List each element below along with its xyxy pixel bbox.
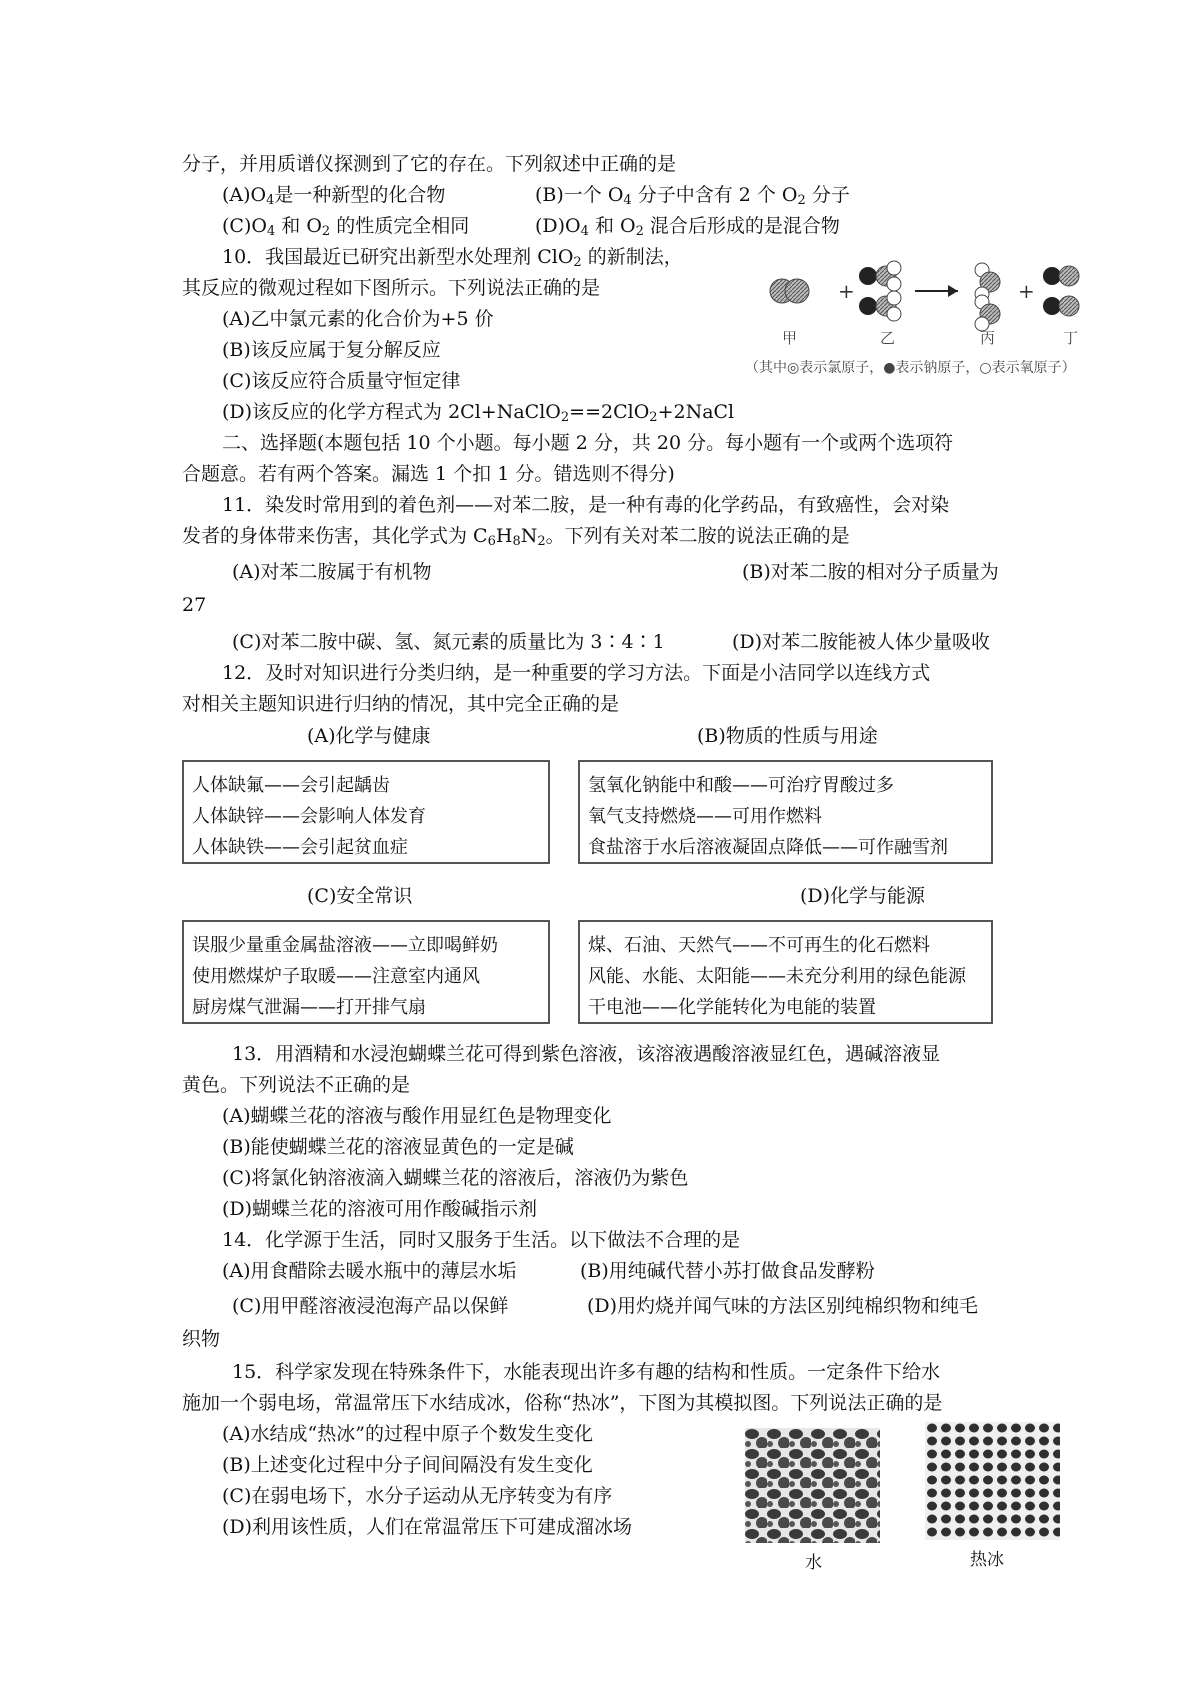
box-a-row: 人体缺铁——会引起贫血症 bbox=[192, 837, 408, 858]
q12-box-d-title: (D)化学与能源 bbox=[800, 885, 926, 907]
molecule-jia bbox=[770, 279, 809, 303]
box-c-row: 厨房煤气泄漏——打开排气扇 bbox=[192, 997, 426, 1018]
box-b-row: 氢氧化钠能中和酸——可治疗胃酸过多 bbox=[588, 775, 894, 796]
q12-box-c bbox=[182, 920, 550, 1024]
box-d-row: 干电池——化学能转化为电能的装置 bbox=[588, 997, 876, 1018]
box-a-row: 人体缺锌——会影响人体发育 bbox=[192, 806, 426, 827]
q10-option-c: (C)该反应符合质量守恒定律 bbox=[222, 370, 461, 392]
q12-box-d bbox=[578, 920, 993, 1024]
label-ding: 丁 bbox=[1063, 329, 1079, 347]
q10-option-b: (B)该反应属于复分解反应 bbox=[222, 339, 441, 361]
box-c-row: 使用燃煤炉子取暖——注意室内通风 bbox=[192, 966, 480, 987]
hot-ice-image bbox=[925, 1422, 1060, 1540]
molecule-yi bbox=[859, 261, 901, 321]
q15-option-b: (B)上述变化过程中分子间间隔没有发生变化 bbox=[222, 1454, 593, 1476]
q14-option-b: (B)用纯碱代替小苏打做食品发酵粉 bbox=[580, 1260, 875, 1282]
q9-option-a: $(A)O_4$是一种新型的化合物 bbox=[222, 184, 446, 208]
svg-text:+: + bbox=[838, 279, 855, 303]
q14-stem: 14．化学源于生活，同时又服务于生活。以下做法不合理的是 bbox=[222, 1229, 741, 1251]
box-d-row: 煤、石油、天然气——不可再生的化石燃料 bbox=[588, 935, 930, 956]
q13-stem-2: 黄色。下列说法不正确的是 bbox=[182, 1074, 411, 1096]
q14-option-d: (D)用灼烧并闻气味的方法区别纯棉织物和纯毛 bbox=[587, 1295, 979, 1317]
q15-option-a: (A)水结成“热冰”的过程中原子个数发生变化 bbox=[222, 1423, 593, 1445]
q12-box-b-title: (B)物质的性质与用途 bbox=[697, 725, 878, 747]
q14-option-a: (A)用食醋除去暖水瓶中的薄层水垢 bbox=[222, 1260, 517, 1282]
q14-option-c: (C)用甲醛溶液浸泡海产品以保鲜 bbox=[232, 1295, 509, 1317]
q12-box-a bbox=[182, 760, 550, 864]
q12-stem-1: 12．及时对知识进行分类归纳，是一种重要的学习方法。下面是小洁同学以连线方式 bbox=[222, 662, 931, 684]
q13-option-b: (B)能使蝴蝶兰花的溶液显黄色的一定是碱 bbox=[222, 1136, 574, 1158]
label-bing: 丙 bbox=[980, 329, 996, 347]
q9-option-c: $(C)O_4$ 和 $O_2$ 的性质完全相同 bbox=[222, 215, 470, 239]
q13-option-d: (D)蝴蝶兰花的溶液可用作酸碱指示剂 bbox=[222, 1198, 538, 1220]
hot-ice-image-label: 热冰 bbox=[970, 1550, 1004, 1570]
q11-option-d: (D)对苯二胺能被人体少量吸收 bbox=[732, 631, 991, 653]
section2-line-2: 合题意。若有两个答案。漏选 1 个扣 1 分。错选则不得分) bbox=[182, 463, 675, 485]
section2-line-1: 二、选择题(本题包括 10 个小题。每小题 2 分，共 20 分。每小题有一个或两个选项符 bbox=[222, 432, 954, 454]
box-d-row: 风能、水能、太阳能——未充分利用的绿色能源 bbox=[588, 966, 966, 987]
q9-option-d: $(D)O_4$ 和 $O_2$ 混合后形成的是混合物 bbox=[535, 215, 840, 239]
q13-option-c: (C)将氯化钠溶液滴入蝴蝶兰花的溶液后，溶液仍为紫色 bbox=[222, 1167, 689, 1189]
molecule-bing bbox=[975, 263, 1000, 331]
q12-stem-2: 对相关主题知识进行归纳的情况，其中完全正确的是 bbox=[182, 693, 620, 715]
water-image-label: 水 bbox=[805, 1553, 822, 1573]
q15-stem-2: 施加一个弱电场，常温常压下水结成冰，俗称“热冰”，下图为其模拟图。下列说法正确的是 bbox=[182, 1392, 943, 1414]
svg-text:+: + bbox=[1018, 279, 1035, 303]
q12-box-a-title: (A)化学与健康 bbox=[307, 725, 431, 747]
q11-option-a: (A)对苯二胺属于有机物 bbox=[232, 561, 432, 583]
q10-option-a: (A)乙中氯元素的化合价为+5 价 bbox=[222, 308, 494, 330]
q15-option-d: (D)利用该性质，人们在常温常压下可建成溜冰场 bbox=[222, 1516, 633, 1538]
q15-option-c: (C)在弱电场下，水分子运动从无序转变为有序 bbox=[222, 1485, 613, 1507]
box-a-row: 人体缺氟——会引起龋齿 bbox=[192, 775, 390, 796]
label-yi: 乙 bbox=[880, 329, 896, 347]
q11-stem-2: 发者的身体带来伤害，其化学式为 $C_6H_8N_2$。下列有关对苯二胺的说法正确的是 bbox=[182, 525, 850, 549]
q10-option-d: (D)该反应的化学方程式为 2Cl+NaClO$_2$==2ClO$_2$+2NaCl bbox=[222, 401, 735, 425]
q14-option-d-cont: 织物 bbox=[182, 1328, 221, 1350]
box-b-row: 氧气支持燃烧——可用作燃料 bbox=[588, 806, 822, 827]
q11-option-c: (C)对苯二胺中碳、氢、氮元素的质量比为 3∶4∶1 bbox=[232, 631, 665, 653]
q13-option-a: (A)蝴蝶兰花的溶液与酸作用显红色是物理变化 bbox=[222, 1105, 612, 1127]
q11-option-b: (B)对苯二胺的相对分子质量为 bbox=[742, 561, 999, 583]
water-image bbox=[745, 1428, 880, 1543]
box-b-row: 食盐溶于水后溶液凝固点降低——可作融雪剂 bbox=[588, 837, 948, 858]
q12-box-c-title: (C)安全常识 bbox=[307, 885, 413, 907]
label-jia: 甲 bbox=[782, 329, 798, 347]
q9-stem-cont: 分子，并用质谱仪探测到了它的存在。下列叙述中正确的是 bbox=[182, 153, 677, 175]
q9-option-b: (B)一个 $O_4$ 分子中含有 2 个 $O_2$ 分子 bbox=[535, 184, 850, 208]
diagram-legend: （其中◎表示氯原子，●表示钠原子，○表示氧原子） bbox=[745, 360, 1076, 376]
q11-stem-1: 11．染发时常用到的着色剂——对苯二胺，是一种有毒的化学药品，有致癌性，会对染 bbox=[222, 494, 950, 516]
box-c-row: 误服少量重金属盐溶液——立即喝鲜奶 bbox=[192, 935, 498, 956]
molecule-ding bbox=[1043, 266, 1079, 316]
q13-stem-1: 13．用酒精和水浸泡蝴蝶兰花可得到紫色溶液，该溶液遇酸溶液显红色，遇碱溶液显 bbox=[232, 1043, 941, 1065]
q10-stem-1: 10．我国最近已研究出新型水处理剂 ClO$_2$ 的新制法， bbox=[222, 246, 683, 270]
q12-box-b bbox=[578, 760, 993, 864]
q15-stem-1: 15．科学家发现在特殊条件下，水能表现出许多有趣的结构和性质。一定条件下给水 bbox=[232, 1361, 941, 1383]
q10-stem-2: 其反应的微观过程如下图所示。下列说法正确的是 bbox=[182, 277, 601, 299]
q11-option-b-cont: 27 bbox=[182, 594, 207, 616]
